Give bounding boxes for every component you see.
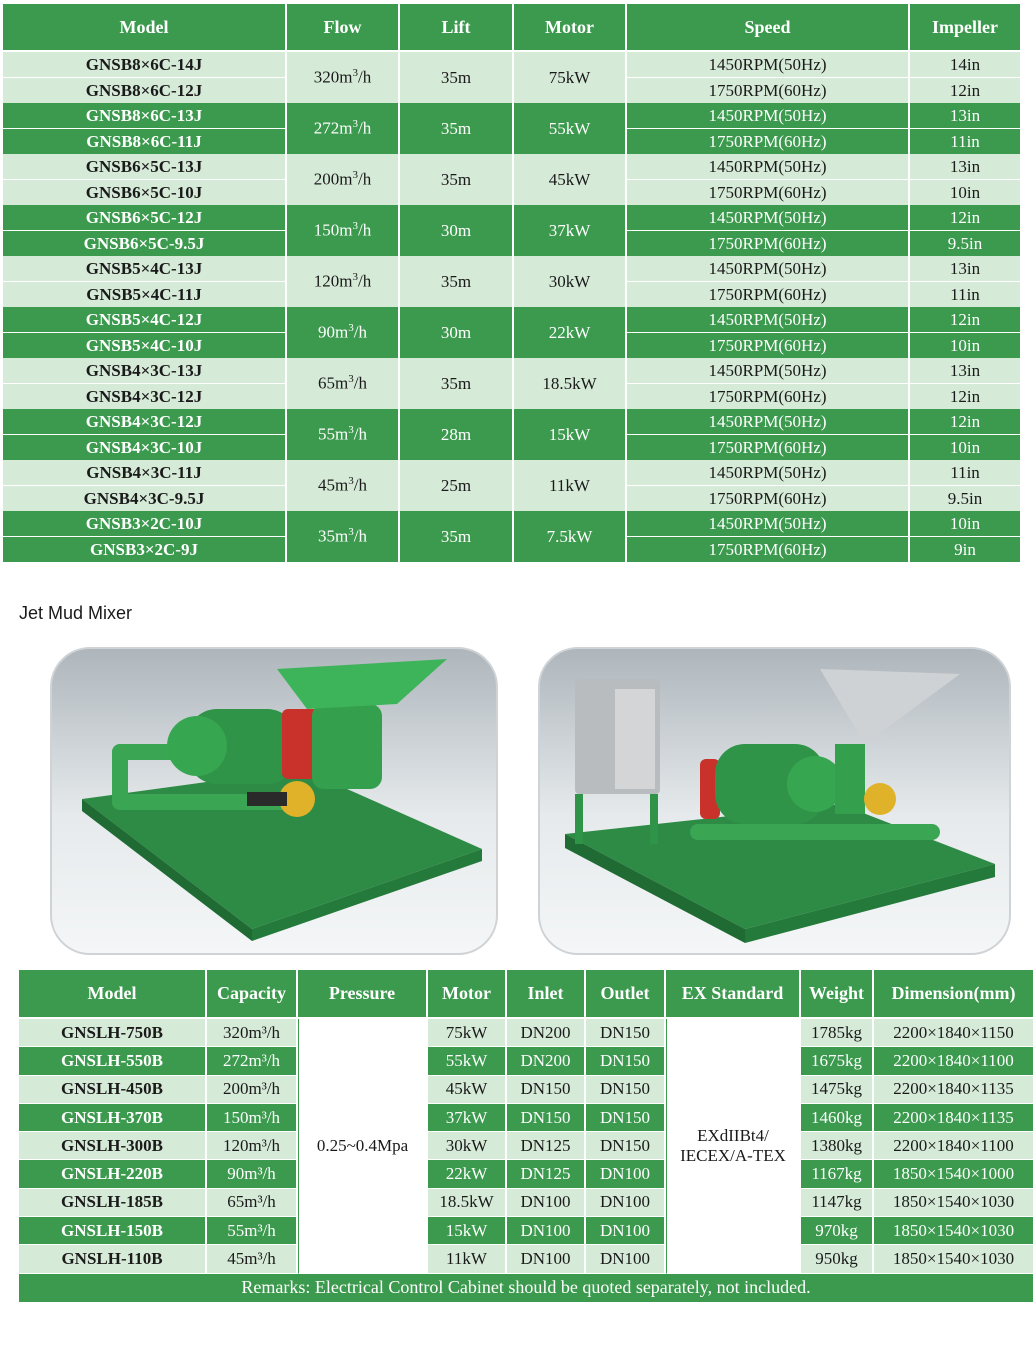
flow-exponent: 3 — [352, 220, 358, 233]
flow-unit: /h — [358, 67, 372, 87]
flow-cell — [287, 460, 400, 511]
remarks-text: Remarks: Electrical Control Cabinet should be quoted separately, not included. — [19, 1274, 1035, 1303]
impeller-cell: 12in — [910, 307, 1022, 333]
model-cell: GNSB8×6C-11J — [3, 129, 287, 154]
header-flow: Flow — [287, 4, 400, 52]
capacity-cell: 90m³/h — [207, 1160, 298, 1188]
pump-spec-table — [3, 4, 1022, 562]
flow-cell — [287, 307, 400, 358]
model-cell: GNSB6×5C-12J — [3, 205, 287, 231]
header-dimension: Dimension(mm) — [874, 970, 1035, 1019]
model-cell: GNSB5×4C-12J — [3, 307, 287, 333]
model-cell: GNSB4×3C-9.5J — [3, 486, 287, 511]
motor-cell: 30kW — [428, 1132, 507, 1160]
impeller-cell: 9.5in — [910, 231, 1022, 256]
speed-cell: 1450RPM(50Hz) — [627, 307, 910, 333]
speed-cell: 1450RPM(50Hz) — [627, 358, 910, 384]
lift-cell: 25m — [400, 460, 514, 511]
flow-value: 35m — [318, 526, 349, 546]
flow-exponent: 3 — [352, 67, 358, 80]
header-motor: Motor — [514, 4, 627, 52]
dimension-cell: 2200×1840×1100 — [874, 1132, 1035, 1160]
lift-cell: 35m — [400, 358, 514, 409]
lift-cell: 35m — [400, 103, 514, 154]
impeller-cell: 9in — [910, 537, 1022, 562]
outlet-cell: DN100 — [586, 1189, 666, 1217]
impeller-cell: 10in — [910, 511, 1022, 537]
lift-cell: 28m — [400, 409, 514, 460]
flow-exponent: 3 — [348, 526, 354, 539]
ex-standard-line: IECEX/A-TEX — [680, 1145, 786, 1165]
inlet-cell: DN200 — [507, 1019, 586, 1047]
table-header-row — [3, 4, 1022, 52]
capacity-cell: 272m³/h — [207, 1047, 298, 1075]
lift-cell: 35m — [400, 52, 514, 103]
jet-mud-mixer-photo-left — [50, 647, 498, 955]
dimension-cell: 2200×1840×1100 — [874, 1047, 1035, 1075]
weight-cell: 970kg — [801, 1217, 874, 1245]
flow-exponent: 3 — [348, 475, 354, 488]
dimension-cell: 2200×1840×1150 — [874, 1019, 1035, 1047]
speed-cell: 1750RPM(60Hz) — [627, 129, 910, 154]
flow-unit: /h — [358, 220, 372, 240]
table-row — [3, 256, 1022, 282]
header-speed: Speed — [627, 4, 910, 52]
model-cell: GNSB8×6C-13J — [3, 103, 287, 129]
header-inlet: Inlet — [507, 970, 586, 1019]
impeller-cell: 12in — [910, 384, 1022, 409]
model-cell: GNSB3×2C-9J — [3, 537, 287, 562]
outlet-cell: DN100 — [586, 1245, 666, 1273]
motor-cell: 18.5kW — [428, 1189, 507, 1217]
dimension-cell: 1850×1540×1030 — [874, 1217, 1035, 1245]
impeller-cell: 13in — [910, 103, 1022, 129]
speed-cell: 1450RPM(50Hz) — [627, 205, 910, 231]
motor-cell: 75kW — [428, 1019, 507, 1047]
model-cell: GNSB4×3C-10J — [3, 435, 287, 460]
speed-cell: 1750RPM(60Hz) — [627, 180, 910, 205]
flow-unit: /h — [353, 373, 367, 393]
mixer-header-row — [19, 970, 1035, 1019]
flow-value: 65m — [318, 373, 349, 393]
speed-cell: 1750RPM(60Hz) — [627, 486, 910, 511]
capacity-cell: 120m³/h — [207, 1132, 298, 1160]
capacity-cell: 150m³/h — [207, 1104, 298, 1132]
speed-cell: 1750RPM(60Hz) — [627, 231, 910, 256]
table-row — [3, 358, 1022, 384]
header-weight: Weight — [801, 970, 874, 1019]
table-row — [3, 307, 1022, 333]
weight-cell: 1167kg — [801, 1160, 874, 1188]
flow-value: 45m — [318, 475, 349, 495]
flow-unit: /h — [353, 526, 367, 546]
outlet-cell: DN150 — [586, 1104, 666, 1132]
header-motor: Motor — [428, 970, 507, 1019]
outlet-cell: DN150 — [586, 1047, 666, 1075]
motor-cell: 15kW — [514, 409, 627, 460]
header-ex-standard: EX Standard — [666, 970, 801, 1019]
flow-exponent: 3 — [348, 322, 354, 335]
outlet-cell: DN150 — [586, 1019, 666, 1047]
model-cell: GNSB6×5C-10J — [3, 180, 287, 205]
outlet-cell: DN150 — [586, 1076, 666, 1104]
table-row — [3, 205, 1022, 231]
weight-cell: 950kg — [801, 1245, 874, 1273]
model-cell: GNSB8×6C-12J — [3, 78, 287, 103]
model-cell: GNSLH-150B — [19, 1217, 207, 1245]
flow-cell — [287, 154, 400, 205]
dimension-cell: 2200×1840×1135 — [874, 1076, 1035, 1104]
outlet-cell: DN100 — [586, 1217, 666, 1245]
inlet-cell: DN125 — [507, 1160, 586, 1188]
dimension-cell: 1850×1540×1000 — [874, 1160, 1035, 1188]
table-row — [3, 52, 1022, 78]
inlet-cell: DN100 — [507, 1189, 586, 1217]
pressure-cell: 0.25~0.4Mpa — [298, 1019, 428, 1274]
lift-cell: 30m — [400, 205, 514, 256]
outlet-cell: DN150 — [586, 1132, 666, 1160]
mixer-illustration-left — [52, 649, 496, 953]
table-row — [19, 1245, 1035, 1273]
motor-cell: 22kW — [428, 1160, 507, 1188]
flow-unit: /h — [353, 424, 367, 444]
table-row — [19, 1104, 1035, 1132]
impeller-cell: 11in — [910, 282, 1022, 307]
model-cell: GNSLH-450B — [19, 1076, 207, 1104]
impeller-cell: 12in — [910, 409, 1022, 435]
motor-cell: 30kW — [514, 256, 627, 307]
speed-cell: 1450RPM(50Hz) — [627, 52, 910, 78]
weight-cell: 1147kg — [801, 1189, 874, 1217]
motor-cell: 55kW — [514, 103, 627, 154]
mixer-illustration-right — [540, 649, 1009, 953]
model-cell: GNSB4×3C-12J — [3, 384, 287, 409]
motor-cell: 11kW — [514, 460, 627, 511]
remarks-row — [19, 1274, 1035, 1303]
speed-cell: 1450RPM(50Hz) — [627, 511, 910, 537]
table-row — [3, 460, 1022, 486]
jet-mud-mixer-photo-right — [538, 647, 1011, 955]
flow-value: 120m — [313, 271, 353, 291]
table-row — [19, 1076, 1035, 1104]
motor-cell: 45kW — [428, 1076, 507, 1104]
flow-cell — [287, 256, 400, 307]
ex-standard-cell — [666, 1019, 801, 1274]
impeller-cell: 13in — [910, 256, 1022, 282]
motor-cell: 11kW — [428, 1245, 507, 1273]
model-cell: GNSB5×4C-10J — [3, 333, 287, 358]
header-impeller: Impeller — [910, 4, 1022, 52]
capacity-cell: 55m³/h — [207, 1217, 298, 1245]
impeller-cell: 10in — [910, 333, 1022, 358]
table-row — [19, 1019, 1035, 1047]
lift-cell: 35m — [400, 511, 514, 562]
impeller-cell: 14in — [910, 52, 1022, 78]
weight-cell: 1475kg — [801, 1076, 874, 1104]
flow-exponent: 3 — [348, 424, 354, 437]
weight-cell: 1380kg — [801, 1132, 874, 1160]
dimension-cell: 2200×1840×1135 — [874, 1104, 1035, 1132]
flow-value: 90m — [318, 322, 349, 342]
impeller-cell: 9.5in — [910, 486, 1022, 511]
flow-value: 272m — [313, 118, 353, 138]
impeller-cell: 13in — [910, 154, 1022, 180]
flow-cell — [287, 358, 400, 409]
motor-cell: 7.5kW — [514, 511, 627, 562]
speed-cell: 1450RPM(50Hz) — [627, 409, 910, 435]
impeller-cell: 13in — [910, 358, 1022, 384]
inlet-cell: DN150 — [507, 1076, 586, 1104]
table-row — [3, 511, 1022, 537]
impeller-cell: 11in — [910, 129, 1022, 154]
capacity-cell: 320m³/h — [207, 1019, 298, 1047]
mixer-spec-table — [19, 970, 1035, 1303]
motor-cell: 37kW — [428, 1104, 507, 1132]
flow-unit: /h — [358, 169, 372, 189]
flow-cell — [287, 52, 400, 103]
ex-standard-line: EXdIIBt4/ — [697, 1125, 769, 1145]
motor-cell: 45kW — [514, 154, 627, 205]
flow-exponent: 3 — [352, 118, 358, 131]
flow-cell — [287, 409, 400, 460]
weight-cell: 1675kg — [801, 1047, 874, 1075]
model-cell: GNSLH-550B — [19, 1047, 207, 1075]
weight-cell: 1785kg — [801, 1019, 874, 1047]
speed-cell: 1450RPM(50Hz) — [627, 154, 910, 180]
table-row — [19, 1160, 1035, 1188]
capacity-cell: 200m³/h — [207, 1076, 298, 1104]
model-cell: GNSB6×5C-13J — [3, 154, 287, 180]
motor-cell: 22kW — [514, 307, 627, 358]
flow-value: 150m — [313, 220, 353, 240]
table-row — [19, 1047, 1035, 1075]
speed-cell: 1450RPM(50Hz) — [627, 256, 910, 282]
header-capacity: Capacity — [207, 970, 298, 1019]
capacity-cell: 65m³/h — [207, 1189, 298, 1217]
flow-exponent: 3 — [348, 373, 354, 386]
impeller-cell: 10in — [910, 435, 1022, 460]
table-row — [19, 1189, 1035, 1217]
model-cell: GNSLH-220B — [19, 1160, 207, 1188]
model-cell: GNSLH-185B — [19, 1189, 207, 1217]
model-cell: GNSB8×6C-14J — [3, 52, 287, 78]
motor-cell: 37kW — [514, 205, 627, 256]
weight-cell: 1460kg — [801, 1104, 874, 1132]
table-row — [3, 154, 1022, 180]
capacity-cell: 45m³/h — [207, 1245, 298, 1273]
header-model: Model — [19, 970, 207, 1019]
impeller-cell: 11in — [910, 460, 1022, 486]
outlet-cell: DN100 — [586, 1160, 666, 1188]
lift-cell: 35m — [400, 154, 514, 205]
header-outlet: Outlet — [586, 970, 666, 1019]
flow-value: 200m — [313, 169, 353, 189]
inlet-cell: DN100 — [507, 1217, 586, 1245]
impeller-cell: 12in — [910, 78, 1022, 103]
flow-unit: /h — [358, 271, 372, 291]
header-model: Model — [3, 4, 287, 52]
speed-cell: 1750RPM(60Hz) — [627, 384, 910, 409]
flow-unit: /h — [353, 475, 367, 495]
dimension-cell: 1850×1540×1030 — [874, 1189, 1035, 1217]
model-cell: GNSB5×4C-13J — [3, 256, 287, 282]
speed-cell: 1750RPM(60Hz) — [627, 78, 910, 103]
flow-exponent: 3 — [352, 271, 358, 284]
model-cell: GNSLH-750B — [19, 1019, 207, 1047]
model-cell: GNSLH-110B — [19, 1245, 207, 1273]
table-row — [3, 103, 1022, 129]
speed-cell: 1750RPM(60Hz) — [627, 435, 910, 460]
model-cell: GNSB6×5C-9.5J — [3, 231, 287, 256]
flow-cell — [287, 103, 400, 154]
inlet-cell: DN150 — [507, 1104, 586, 1132]
section-title: Jet Mud Mixer — [19, 603, 133, 623]
motor-cell: 55kW — [428, 1047, 507, 1075]
flow-unit: /h — [358, 118, 372, 138]
inlet-cell: DN125 — [507, 1132, 586, 1160]
speed-cell: 1750RPM(60Hz) — [627, 333, 910, 358]
lift-cell: 35m — [400, 256, 514, 307]
flow-cell — [287, 511, 400, 562]
header-lift: Lift — [400, 4, 514, 52]
motor-cell: 75kW — [514, 52, 627, 103]
speed-cell: 1750RPM(60Hz) — [627, 282, 910, 307]
speed-cell: 1450RPM(50Hz) — [627, 103, 910, 129]
dimension-cell: 1850×1540×1030 — [874, 1245, 1035, 1273]
inlet-cell: DN200 — [507, 1047, 586, 1075]
impeller-cell: 12in — [910, 205, 1022, 231]
table-row — [19, 1217, 1035, 1245]
flow-cell — [287, 205, 400, 256]
model-cell: GNSB4×3C-13J — [3, 358, 287, 384]
flow-exponent: 3 — [352, 169, 358, 182]
model-cell: GNSB5×4C-11J — [3, 282, 287, 307]
model-cell: GNSLH-300B — [19, 1132, 207, 1160]
motor-cell: 15kW — [428, 1217, 507, 1245]
table-row — [19, 1132, 1035, 1160]
flow-value: 55m — [318, 424, 349, 444]
impeller-cell: 10in — [910, 180, 1022, 205]
model-cell: GNSB3×2C-10J — [3, 511, 287, 537]
speed-cell: 1450RPM(50Hz) — [627, 460, 910, 486]
flow-value: 320m — [313, 67, 353, 87]
table-row — [3, 409, 1022, 435]
model-cell: GNSB4×3C-11J — [3, 460, 287, 486]
inlet-cell: DN100 — [507, 1245, 586, 1273]
model-cell: GNSLH-370B — [19, 1104, 207, 1132]
header-pressure: Pressure — [298, 970, 428, 1019]
lift-cell: 30m — [400, 307, 514, 358]
speed-cell: 1750RPM(60Hz) — [627, 537, 910, 562]
motor-cell: 18.5kW — [514, 358, 627, 409]
flow-unit: /h — [353, 322, 367, 342]
model-cell: GNSB4×3C-12J — [3, 409, 287, 435]
